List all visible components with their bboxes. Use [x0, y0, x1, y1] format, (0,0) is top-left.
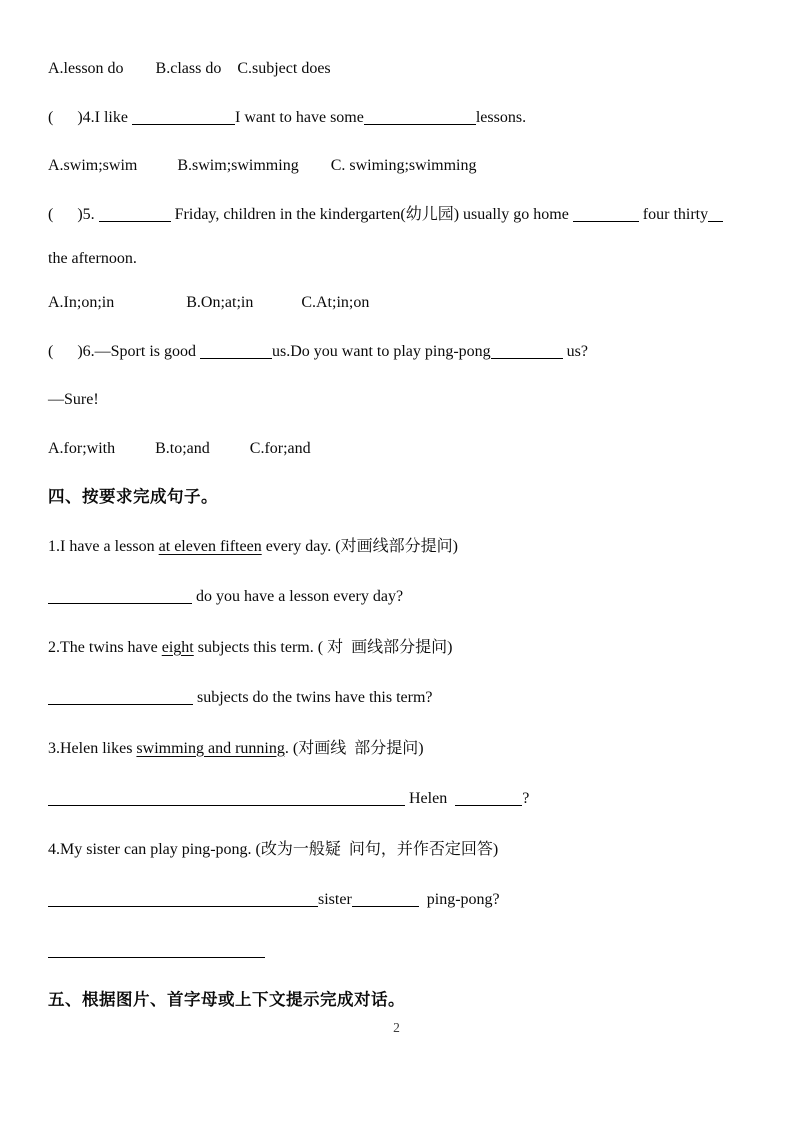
rewrite-answer-2: [48, 673, 753, 724]
question-text: the afternoon.: [48, 250, 137, 267]
rewrite-question-1: [48, 522, 753, 573]
question-text: I want to have some: [234, 108, 364, 126]
rewrite-question-2: [48, 623, 753, 674]
answer-blank: [200, 343, 272, 359]
answer-text: do you have a lesson every day?: [192, 588, 404, 605]
answer-blank: [48, 588, 192, 604]
section-5-heading: [48, 976, 753, 1025]
question-text: subjects this term. ( 对 画线部分提问): [193, 638, 453, 656]
question-6: [48, 328, 753, 377]
question-text: ( )4.I like: [48, 108, 132, 126]
underlined-phrase: swimming and running: [136, 739, 285, 757]
answer-text: subjects do the twins have this term?: [193, 689, 433, 706]
rewrite-answer-4-negative: [48, 926, 753, 977]
answer-blank: [455, 790, 522, 806]
question-text: 1.I have a lesson: [48, 537, 159, 555]
answer-text: ping-pong?: [418, 891, 500, 908]
question-text: ( )5.: [48, 205, 99, 223]
answer-blank: [99, 206, 171, 222]
answer-blank: [364, 109, 476, 125]
question-5: [48, 191, 753, 240]
rewrite-answer-1: [48, 572, 753, 623]
choices-row-q5: [48, 279, 753, 328]
question-text: . (对画线 部分提问): [284, 739, 424, 757]
rewrite-question-4: [48, 825, 753, 876]
page-number: 2: [393, 1020, 400, 1035]
rewrite-answer-3: [48, 774, 753, 825]
underlined-phrase: at eleven fifteen: [158, 537, 262, 555]
answer-blank: [48, 891, 318, 907]
question-text: —Sure!: [48, 391, 99, 408]
choices-text: A.swim;swim B.swim;swimming C. swiming;swimming: [48, 157, 477, 174]
question-text: ( )6.—Sport is good: [48, 342, 200, 360]
question-4: [48, 94, 753, 143]
question-text: 2.The twins have: [48, 638, 162, 656]
choices-row-q4: [48, 142, 753, 191]
question-text: us?: [562, 342, 588, 360]
section-4-heading: [48, 473, 753, 522]
question-text: lessons.: [475, 108, 527, 126]
question-text: us.Do you want to play ping-pong: [272, 342, 491, 360]
question-text: four thirty: [638, 205, 709, 223]
answer-text: Helen: [405, 790, 456, 807]
question-text: 4.My sister can play ping-pong. (改为一般疑 问句，并作否定回答): [48, 840, 499, 858]
answer-blank: [491, 343, 563, 359]
question-text: every day. (对画线部分提问): [261, 537, 458, 555]
answer-blank: [48, 689, 193, 705]
choices-text: A.lesson do B.class do C.subject does: [48, 60, 331, 77]
question-text: 3.Helen likes: [48, 739, 137, 757]
answer-blank: [573, 206, 639, 222]
answer-blank: [48, 790, 405, 806]
choices-row-q3: [48, 45, 753, 94]
rewrite-answer-4: [48, 875, 753, 926]
answer-blank: [48, 942, 265, 958]
answer-text: ?: [522, 790, 530, 807]
question-text: Friday, children in the kindergarten(幼儿园) usually go home: [170, 205, 573, 223]
rewrite-question-3: [48, 724, 753, 775]
section-heading-text: 五、根据图片、首字母或上下文提示完成对话。: [48, 991, 405, 1009]
section-heading-text: 四、按要求完成句子。: [48, 488, 218, 506]
answer-text: sister: [318, 891, 352, 908]
answer-blank: [708, 206, 723, 222]
question-5-continuation: [48, 239, 753, 279]
choices-row-q6: [48, 425, 753, 474]
question-6-reply: [48, 376, 753, 425]
choices-text: A.In;on;in B.On;at;in C.At;in;on: [48, 294, 370, 311]
underlined-phrase: eight: [161, 638, 194, 656]
choices-text: A.for;with B.to;and C.for;and: [48, 439, 311, 457]
answer-blank: [132, 109, 235, 125]
answer-blank: [352, 891, 419, 907]
